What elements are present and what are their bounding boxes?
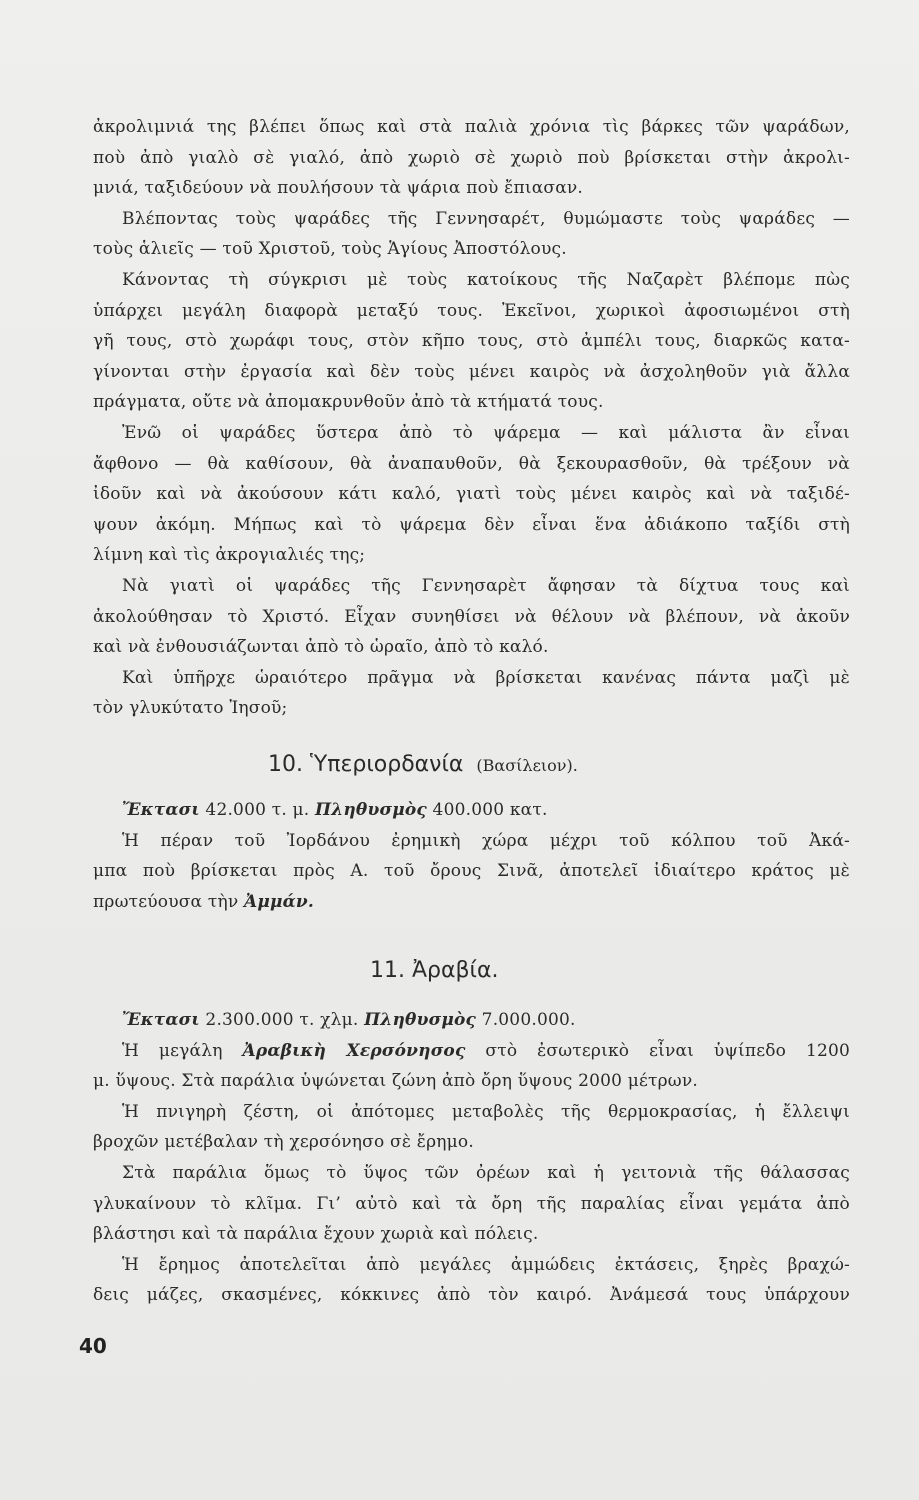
text-line: Ἡ πνιγηρὴ ζέστη, οἱ ἀπότομες μεταβολὲς τῆς θερμοκρασίας, ἡ ἔλλειψι (122, 1101, 850, 1122)
text-line: Νὰ γιατὶ οἱ ψαράδες τῆς Γεννησαρὲτ ἄφησαν τὰ δίχτυα τους καὶ (122, 575, 850, 596)
capital-prefix: πρωτεύουσα τὴν (93, 891, 239, 912)
text-line: καὶ νὰ ἐνθουσιάζωνται ἀπὸ τὸ ὡραῖο, ἀπὸ τὸ καλό. (93, 637, 549, 658)
text-line: τὸν γλυκύτατο Ἰησοῦ; (93, 698, 288, 719)
text-line: Ἐνῶ οἱ ψαράδες ὕστερα ἀπὸ τὸ ψάρεμα — καὶ μάλιστα ἂν εἶναι (122, 422, 850, 443)
text-line: βροχῶν μετέβαλαν τὴ χερσόνησο σὲ ἔρημο. (93, 1132, 474, 1153)
text-line: μ. ὕψους. Στὰ παράλια ὑψώνεται ζώνη ἀπὸ ὄρη ὕψους 2000 μέτρων. (93, 1071, 698, 1092)
area-value: 2.300.000 τ. χλμ. (205, 1010, 359, 1030)
section-10-number: 10. (268, 752, 303, 777)
capital-name: Ἀμμάν. (243, 891, 315, 912)
text-line: ὑπάρχει μεγάλη διαφορὰ μεταξύ τους. Ἐκεῖνοι, χωρικοὶ ἀφοσιωμένοι στὴ (93, 300, 850, 321)
population-value: 7.000.000. (481, 1010, 576, 1030)
peninsula-name: Ἀραβικὴ Χερσόνησος (242, 1040, 466, 1061)
page-number: 40 (79, 1334, 107, 1358)
text-line: ἄφθονο — θὰ καθίσουν, θὰ ἀναπαυθοῦν, θὰ ξεκουρασθοῦν, θὰ τρέξουν νὰ (93, 453, 850, 474)
text-line: ποὺ ἀπὸ γιαλὸ σὲ γιαλό, ἀπὸ χωριὸ σὲ χωριὸ ποὺ βρίσκεται στὴν ἀκρολι- (93, 147, 850, 168)
area-label: Ἔκτασι (122, 1010, 200, 1030)
text-line: ἀκρολιμνιά της βλέπει ὅπως καὶ στὰ παλιὰ χρόνια τὶς βάρκες τῶν ψαράδων, (93, 117, 850, 137)
text-line: γίνονται στὴν ἐργασία καὶ δὲν τοὺς μένει καιρὸς νὰ ἀσχοληθοῦν γιὰ ἄλλα (93, 361, 850, 382)
text-line: Ἡ ἔρημος ἀποτελεῖται ἀπὸ μεγάλες ἀμμώδεις ἐκτάσεις, ξηρὲς βραχώ- (122, 1254, 850, 1275)
text-line: Καὶ ὑπῆρχε ὡραιότερο πρᾶγμα νὰ βρίσκεται κανένας πάντα μαζὶ μὲ (122, 667, 850, 688)
text-line: πράγματα, οὔτε νὰ ἀπομακρυνθοῦν ἀπὸ τὰ κτήματά τους. (93, 392, 604, 413)
text-line: Στὰ παράλια ὅμως τὸ ὕψος τῶν ὀρέων καὶ ἡ γειτονιὰ τῆς θάλασσας (122, 1162, 850, 1183)
text-line: τοὺς ἁλιεῖς — τοῦ Χριστοῦ, τοὺς Ἁγίους Ἀποστόλους. (93, 239, 567, 260)
text-line: μπα ποὺ βρίσκεται πρὸς Α. τοῦ ὄρους Σινᾶ, ἀποτελεῖ ἰδιαίτερο κράτος μὲ (93, 861, 850, 882)
text-line: μνιά, ταξιδεύουν νὰ πουλήσουν τὰ ψάρια ποὺ ἔπιασαν. (93, 178, 584, 199)
section-11-number: 11. (370, 958, 405, 983)
text-line: ψουν ἀκόμη. Μήπως καὶ τὸ ψάρεμα δὲν εἶναι ἕνα ἀδιάκοπο ταξίδι στὴ (93, 514, 850, 535)
body-text-top (93, 112, 850, 724)
section-10-heading (268, 752, 578, 777)
text-line: ἀκολούθησαν τὸ Χριστό. Εἶχαν συνηθίσει νὰ θέλουν νὰ βλέπουν, νὰ ἀκοῦν (93, 606, 850, 627)
text-line: ἰδοῦν καὶ νὰ ἀκούσουν κάτι καλό, γιατὶ τοὺς μένει καιρὸς καὶ νὰ ταξιδέ- (93, 484, 850, 505)
population-label: Πληθυσμὸς (314, 800, 427, 820)
section-11-heading (370, 958, 499, 983)
text-line: λίμνη καὶ τὶς ἀκρογιαλιές της; (93, 545, 366, 566)
text-line: Βλέποντας τοὺς ψαράδες τῆς Γεννησαρέτ, θυμώμαστε τοὺς ψαράδες — (122, 208, 850, 229)
area-value: 42.000 τ. μ. (205, 800, 310, 820)
text-line: Ἡ πέραν τοῦ Ἰορδάνου ἐρημικὴ χώρα μέχρι τοῦ κόλπου τοῦ Ἀκά- (122, 830, 850, 851)
text-line: γλυκαίνουν τὸ κλῖμα. Γι’ αὐτὸ καὶ τὰ ὄρη τῆς παραλίας εἶναι γεμάτα ἀπὸ (93, 1193, 850, 1214)
section-11-title: Ἀραβία. (412, 958, 499, 983)
population-value: 400.000 κατ. (432, 800, 548, 820)
text-line: γῆ τους, στὸ χωράφι τους, στὸν κῆπο τους, στὸ ἀμπέλι τους, διαρκῶς κατα- (93, 331, 850, 352)
section-11-stats (93, 1005, 850, 1036)
area-label: Ἔκτασι (122, 800, 200, 820)
text-fragment: στὸ ἐσωτερικὸ εἶναι ὑψίπεδο 1200 (485, 1040, 851, 1061)
section-10-title: Ὑπεριορδανία (310, 752, 464, 777)
section-10-subtitle: (Βασίλειον). (476, 756, 578, 775)
text-line: Κάνοντας τὴ σύγκρισι μὲ τοὺς κατοίκους τῆς Ναζαρὲτ βλέπομε πὼς (122, 269, 850, 290)
text-line (93, 887, 850, 918)
section-10-stats (93, 795, 850, 826)
section-10-body (93, 795, 850, 917)
text-fragment: Ἡ μεγάλη (122, 1040, 223, 1061)
section-11-body (93, 1005, 850, 1311)
text-line: βλάστησι καὶ τὰ παράλια ἔχουν χωριὰ καὶ πόλεις. (93, 1224, 539, 1245)
text-line (93, 1036, 850, 1067)
text-line: δεις μάζες, σκασμένες, κόκκινες ἀπὸ τὸν καιρό. Ἀνάμεσά τους ὑπάρχουν (93, 1285, 850, 1306)
population-label: Πληθυσμὸς (364, 1010, 477, 1030)
